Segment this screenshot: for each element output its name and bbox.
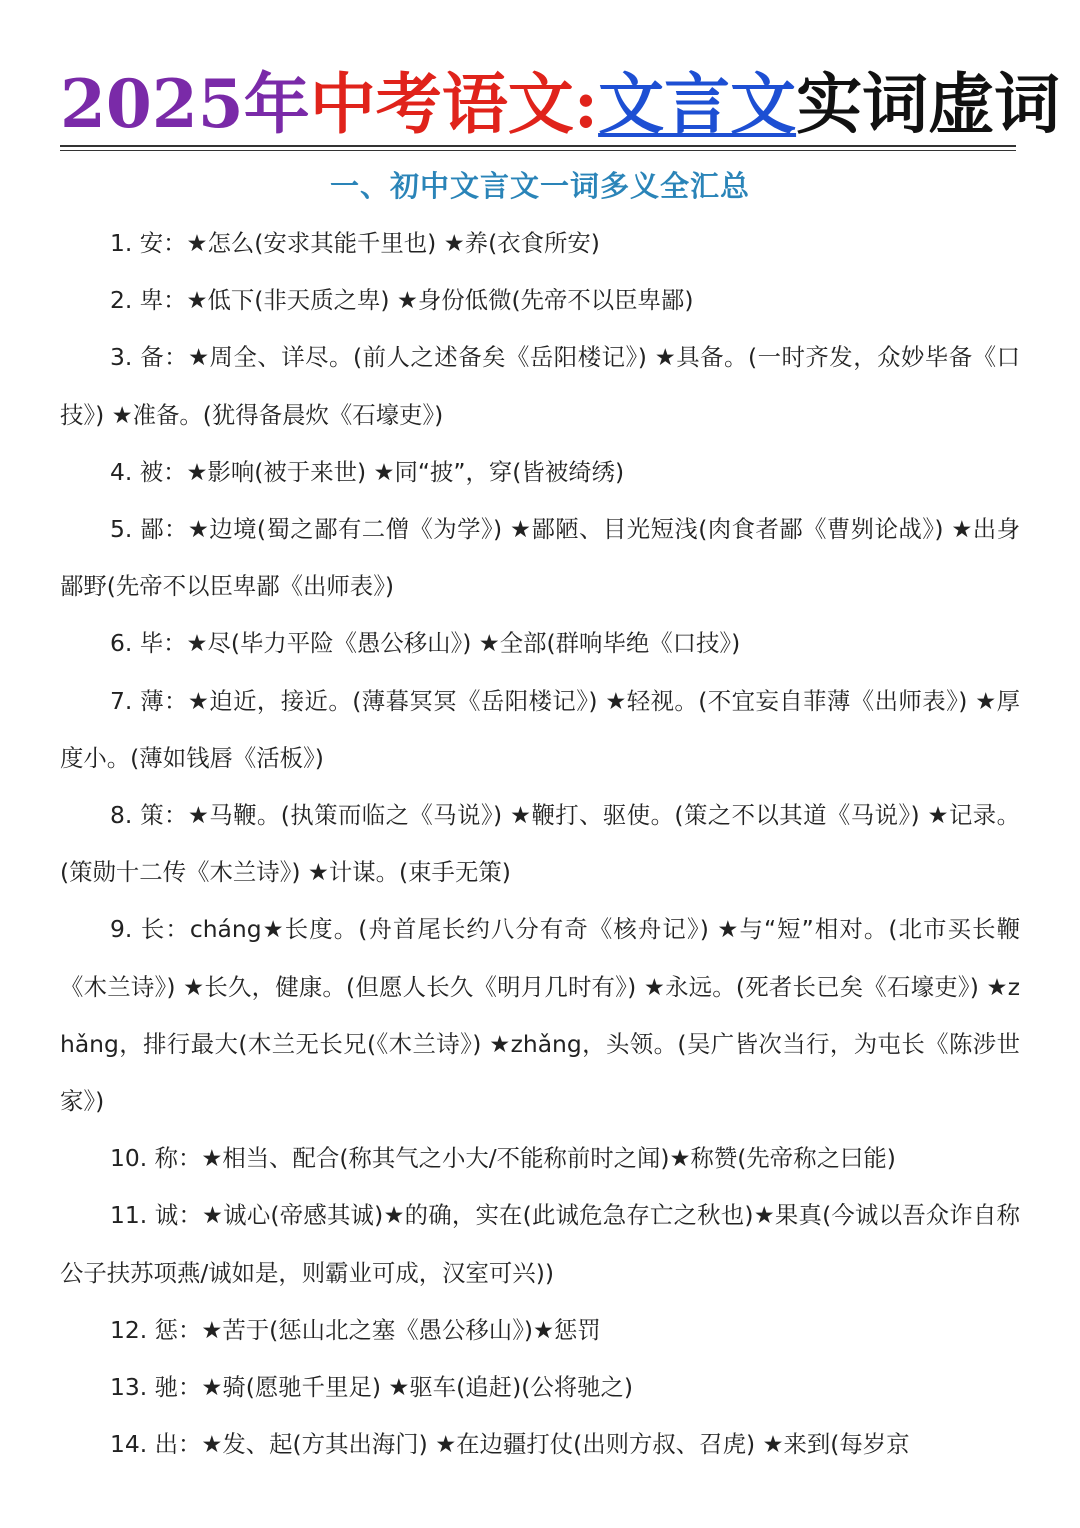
entry-6: 6. 毕：★尽(毕力平险《愚公移山》) ★全部(群响毕绝《口技》) <box>110 629 741 658</box>
entry-12: 12. 惩：★苦于(惩山北之塞《愚公移山》)★惩罚 <box>110 1315 601 1344</box>
section-title: 一、初中文言文一词多义全汇总 <box>329 169 750 203</box>
entry-5: 5. 鄙：★边境(蜀之鄙有二僧《为学》) ★鄙陋、目光短浅(肉食者鄙《曹刿论战》) ★出身鄙野(先帝不以臣卑鄙《出师表》) <box>60 515 1020 601</box>
page-title <box>60 62 1061 146</box>
entry-11: 11. 诚：★诚心(帝感其诚)★的确，实在(此诚危急存亡之秋也)★果真(今诚以吾众诈自称公子扶苏项燕/诚如是，则霸业可成，汉室可兴)) <box>60 1201 1020 1287</box>
title-rest: 实词虚词 <box>796 65 1061 143</box>
entry-9: 9. 长：cháng★长度。(舟首尾长约八分有奇《核舟记》) ★与“短”相对。(北市买长鞭《木兰诗》) ★长久，健康。(但愿人长久《明月几时有》) ★永远。(死者长已矣《石壕吏》) ★zhǎng，排行最大(木兰无长兄(《木兰诗》) ★zhǎng，头领。(吴广皆次当行，为屯长《陈涉世家》) <box>60 915 1020 1116</box>
title-divider-thin <box>60 150 1016 151</box>
entry-2: 2. 卑：★低下(非天质之卑) ★身份低微(先帝不以臣卑鄙) <box>110 286 694 315</box>
entry-14: 14. 出：★发、起(方其出海门) ★在边疆打仗(出则方叔、召虎) ★来到(每岁京 <box>110 1430 910 1459</box>
entry-list <box>60 215 1020 1473</box>
entry-1: 1. 安：★怎么(安求其能千里也) ★养(衣食所安) <box>110 229 600 257</box>
entry-13: 13. 驰：★骑(愿驰千里足) ★驱车(追赶)(公将驰之) <box>110 1373 634 1402</box>
entry-7: 7. 薄：★迫近，接近。(薄暮冥冥《岳阳楼记》) ★轻视。(不宜妄自菲薄《出师表》) ★厚度小。(薄如钱唇《活板》) <box>60 686 1020 772</box>
title-topic: 文言文 <box>598 65 797 143</box>
entry-10: 10. 称：★相当、配合(称其气之小大/不能称前时之闻)★称赞(先帝称之曰能) <box>110 1144 896 1173</box>
title-exam: 中考语文: <box>309 65 599 143</box>
title-divider-thick <box>60 145 1016 147</box>
entry-4: 4. 被：★影响(被于来世) ★同“披”，穿(皆被绮绣) <box>110 457 625 486</box>
entry-8: 8. 策：★马鞭。(执策而临之《马说》) ★鞭打、驱使。(策之不以其道《马说》) ★记录。(策勋十二传《木兰诗》) ★计谋。(束手无策) <box>60 801 1020 887</box>
title-year: 2025年 <box>60 65 310 143</box>
entry-3: 3. 备：★周全、详尽。(前人之述备矣《岳阳楼记》) ★具备。(一时齐发，众妙毕备《口技》) ★准备。(犹得备晨炊《石壕吏》) <box>60 343 1020 429</box>
